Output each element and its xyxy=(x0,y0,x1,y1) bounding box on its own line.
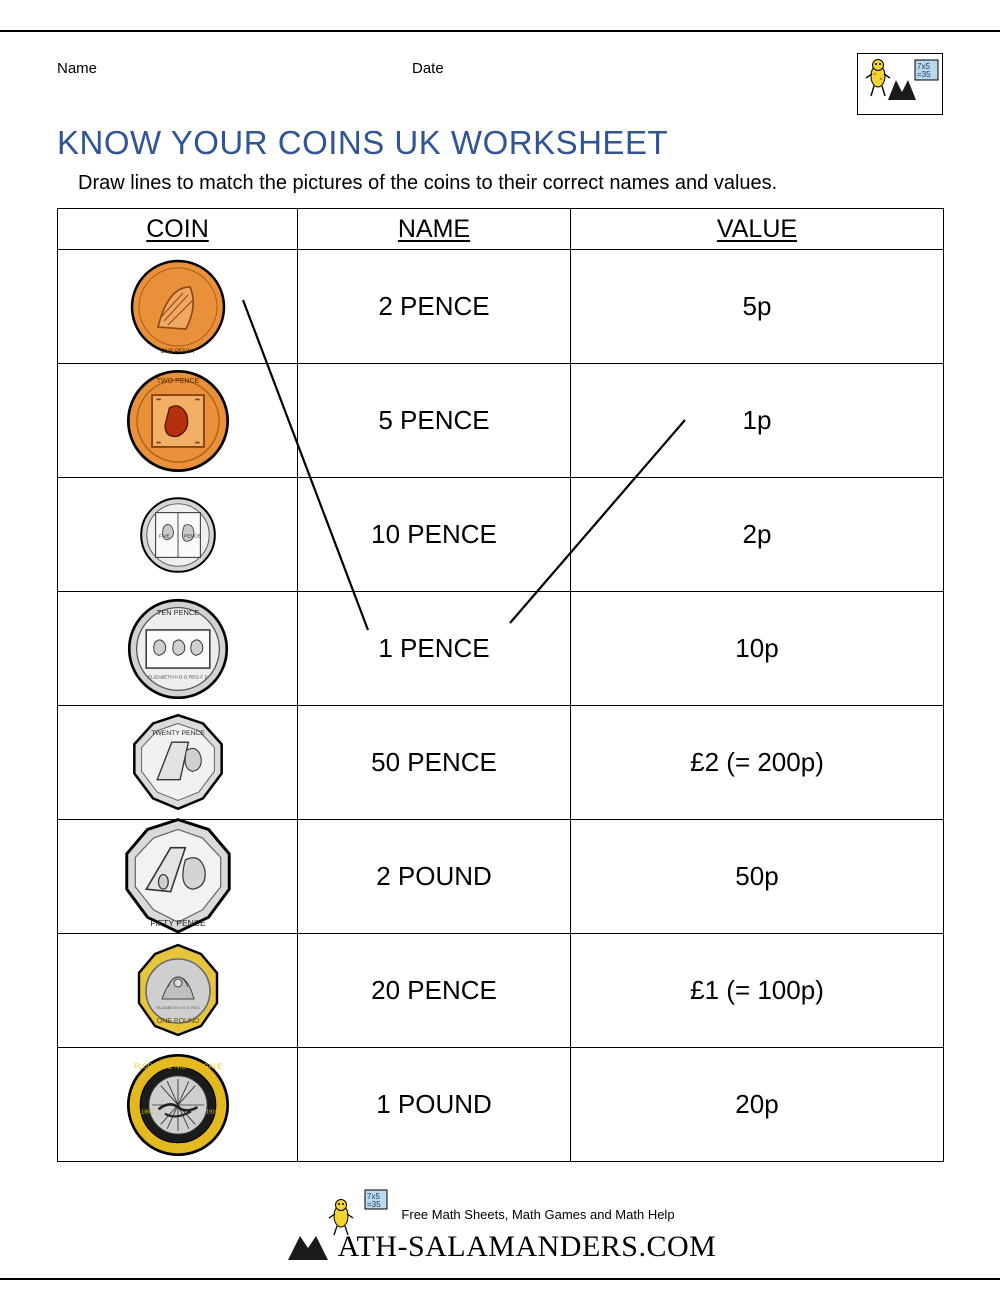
table-row xyxy=(58,1048,944,1162)
page-footer xyxy=(0,1188,1000,1264)
svg-text:FIFTY PENCE: FIFTY PENCE xyxy=(149,917,206,928)
column-header-value: VALUE xyxy=(571,209,944,250)
coin-name-cell[interactable]: 2 PENCE xyxy=(298,250,571,364)
table-row xyxy=(58,250,944,364)
svg-text:PENCE: PENCE xyxy=(183,533,201,539)
table-row xyxy=(58,934,944,1048)
coin-name-cell[interactable]: 5 PENCE xyxy=(298,364,571,478)
svg-text:ONE POUND: ONE POUND xyxy=(156,1017,199,1025)
coin-name-cell[interactable]: 1 PENCE xyxy=(298,592,571,706)
two-pence-coin xyxy=(124,367,232,475)
svg-text:1910: 1910 xyxy=(205,1109,218,1116)
svg-text:FIVE: FIVE xyxy=(158,533,170,539)
coin-image-cell xyxy=(58,592,298,706)
footer-logo-text-line1: 7x5 xyxy=(367,1192,381,1201)
coin-image-cell xyxy=(58,364,298,478)
coin-image-cell xyxy=(58,478,298,592)
coin-value-cell[interactable]: 50p xyxy=(571,820,944,934)
footer-brand: ATH-SALAMANDERS.COM xyxy=(337,1230,717,1263)
coin-name-cell[interactable]: 2 POUND xyxy=(298,820,571,934)
bottom-divider xyxy=(0,1278,1000,1280)
footer-tagline: Free Math Sheets, Math Games and Math Help xyxy=(401,1206,675,1222)
table-row xyxy=(58,592,944,706)
coin-value-cell[interactable]: £1 (= 100p) xyxy=(571,934,944,1048)
footer-m-icon xyxy=(284,1230,332,1264)
svg-text:TEN PENCE: TEN PENCE xyxy=(156,607,199,617)
svg-text:TWO POUNDS: TWO POUNDS xyxy=(153,1142,202,1150)
coin-name-cell[interactable]: 1 POUND xyxy=(298,1048,571,1162)
coin-name-cell[interactable]: 20 PENCE xyxy=(298,934,571,1048)
coin-value-cell[interactable]: 1p xyxy=(571,364,944,478)
math-salamanders-logo xyxy=(857,53,943,115)
svg-text:FLORENCE NIGHTINGALE: FLORENCE NIGHTINGALE xyxy=(133,1062,222,1070)
svg-text:ELIZABETH II D G REG: ELIZABETH II D G REG xyxy=(155,1004,200,1010)
column-header-name: NAME xyxy=(298,209,571,250)
table-row xyxy=(58,706,944,820)
date-label: Date xyxy=(412,60,444,77)
coin-value-cell[interactable]: 10p xyxy=(571,592,944,706)
coin-image-cell xyxy=(58,706,298,820)
svg-text:ONE PENNY: ONE PENNY xyxy=(159,348,196,355)
coin-image-cell xyxy=(58,934,298,1048)
column-header-coin: COIN xyxy=(58,209,298,250)
five-pence-coin xyxy=(138,495,218,575)
table-row xyxy=(58,820,944,934)
table-row xyxy=(58,364,944,478)
coin-name-cell[interactable]: 10 PENCE xyxy=(298,478,571,592)
twenty-pence-coin xyxy=(126,711,230,815)
logo-text-line1: 7x5 xyxy=(917,62,930,71)
table-header-row xyxy=(58,209,944,250)
logo-graphic xyxy=(858,54,942,114)
coin-value-cell[interactable]: £2 (= 200p) xyxy=(571,706,944,820)
svg-text:TWENTY PENCE: TWENTY PENCE xyxy=(150,729,205,737)
coin-image-cell xyxy=(58,250,298,364)
two-pound-coin xyxy=(124,1051,232,1159)
footer-logo-text-line2: =35 xyxy=(367,1200,381,1209)
svg-text:ELIZABETH II D G REG F D: ELIZABETH II D G REG F D xyxy=(147,675,208,681)
top-divider xyxy=(0,30,1000,32)
table-row xyxy=(58,478,944,592)
coin-image-cell xyxy=(58,1048,298,1162)
fifty-pence-coin xyxy=(117,816,239,938)
ten-pence-coin xyxy=(125,596,231,702)
coins-table xyxy=(57,208,944,1162)
svg-text:TWO PENCE: TWO PENCE xyxy=(156,377,199,385)
coin-name-cell[interactable]: 50 PENCE xyxy=(298,706,571,820)
one-penny-coin xyxy=(128,257,228,357)
page-title: KNOW YOUR COINS UK WORKSHEET xyxy=(57,124,669,161)
name-label: Name xyxy=(57,60,98,77)
coin-value-cell[interactable]: 2p xyxy=(571,478,944,592)
page-instructions: Draw lines to match the pictures of the coins to their correct names and values. xyxy=(78,172,778,194)
coin-value-cell[interactable]: 5p xyxy=(571,250,944,364)
svg-text:1860: 1860 xyxy=(140,1109,153,1116)
coin-image-cell xyxy=(58,820,298,934)
one-pound-coin xyxy=(128,941,228,1041)
coin-value-cell[interactable]: 20p xyxy=(571,1048,944,1162)
logo-text-line2: =35 xyxy=(917,70,931,79)
